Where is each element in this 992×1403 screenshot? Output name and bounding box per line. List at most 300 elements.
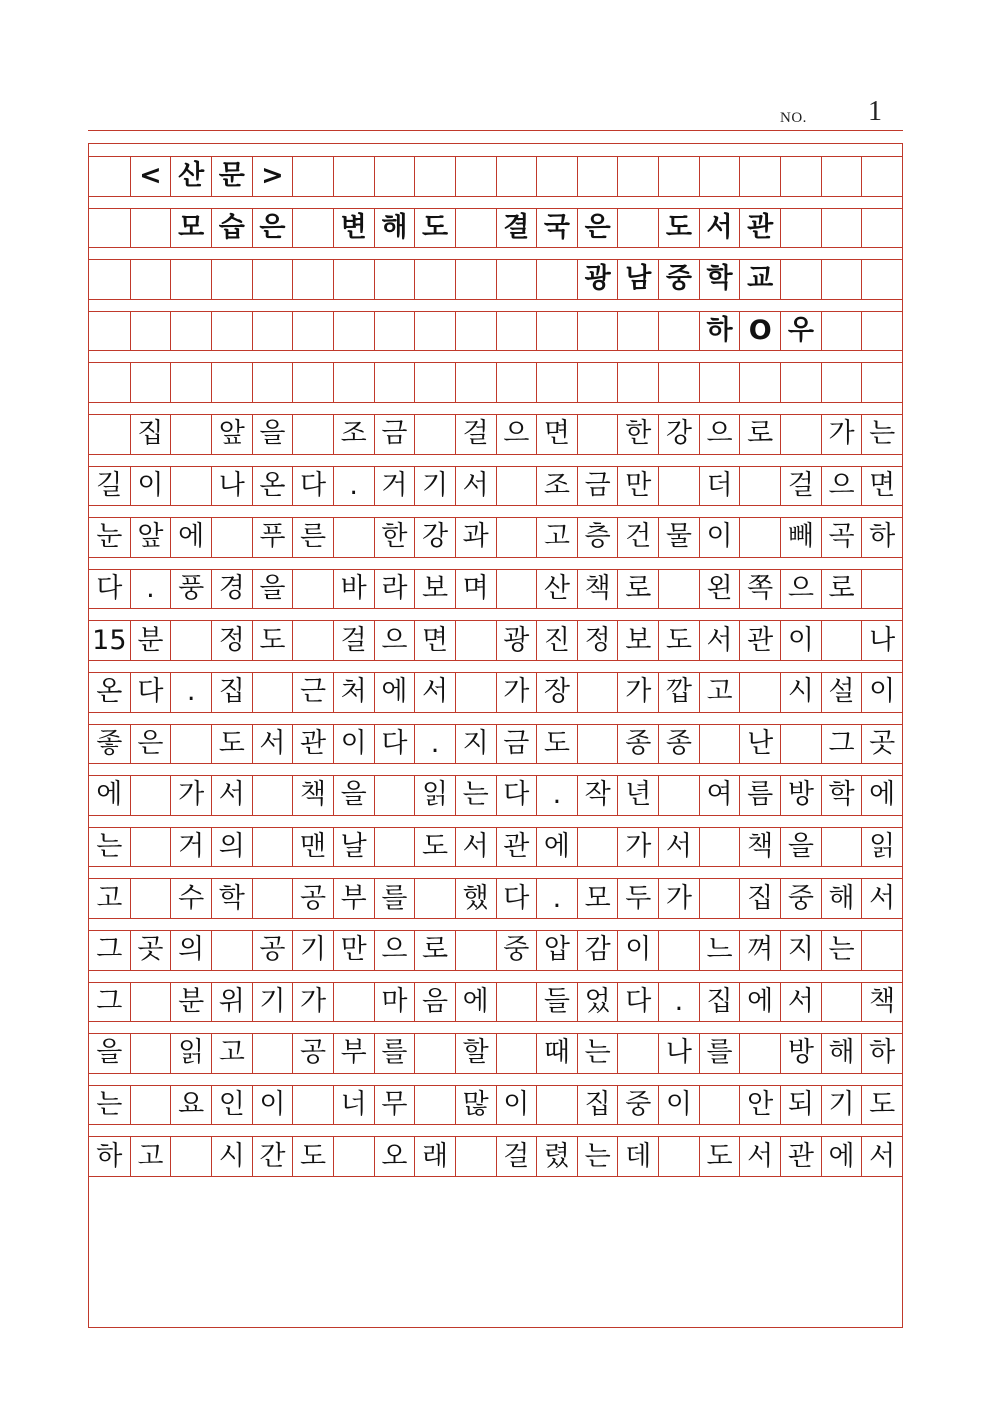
grid-cell: 나 — [211, 466, 252, 506]
grid-cell: 집 — [739, 878, 780, 918]
grid-cell: 기 — [821, 1085, 862, 1125]
grid-cell: 고 — [211, 1033, 252, 1073]
grid-cell — [211, 259, 252, 299]
grid-cell — [536, 362, 577, 402]
grid-cell: 작 — [577, 775, 618, 815]
grid-cell: 다 — [496, 878, 537, 918]
grid-cell: 조 — [333, 414, 374, 454]
grid-cell: 음 — [414, 982, 455, 1022]
grid-cell: 학 — [821, 775, 862, 815]
grid-cell: 다 — [496, 775, 537, 815]
grid-cell: 서 — [414, 672, 455, 712]
grid-cell — [333, 311, 374, 351]
grid-cell: 에 — [170, 517, 211, 557]
grid-cell: . — [658, 982, 699, 1022]
grid-cell: 모 — [577, 878, 618, 918]
grid-cell — [455, 311, 496, 351]
grid-cell: 고 — [130, 1136, 171, 1176]
grid-cell: 정 — [211, 620, 252, 660]
grid-cell: 서 — [658, 827, 699, 867]
grid-cell: . — [536, 775, 577, 815]
grid-cell: 서 — [252, 724, 293, 764]
grid-cell: 며 — [455, 569, 496, 609]
grid-cell — [577, 827, 618, 867]
grid-cell: 관 — [496, 827, 537, 867]
grid-cell: 시 — [780, 672, 821, 712]
grid-cell: 그 — [96, 985, 123, 1017]
row-band-line — [89, 557, 902, 558]
grid-cell — [414, 414, 455, 454]
grid-cell: 에 — [821, 1136, 862, 1176]
grid-cell: 곳 — [130, 930, 171, 970]
grid-cell: 푸 — [252, 517, 293, 557]
grid-cell: 고 — [536, 517, 577, 557]
grid-cell: 우 — [780, 311, 821, 351]
grid-cell: 하 — [861, 517, 902, 557]
grid-cell: 가 — [658, 878, 699, 918]
page-number — [760, 96, 900, 130]
grid-cell — [699, 878, 740, 918]
grid-cell — [333, 1136, 374, 1176]
grid-cell: 이 — [252, 1085, 293, 1125]
grid-cell: 가 — [617, 827, 658, 867]
grid-cell: 는 — [577, 1136, 618, 1176]
grid-cell: 난 — [739, 724, 780, 764]
grid-cell: 할 — [455, 1033, 496, 1073]
grid-cell: . — [170, 672, 211, 712]
grid-cell — [170, 620, 211, 660]
grid-cell: 이 — [333, 724, 374, 764]
grid-cell — [211, 311, 252, 351]
grid-cell: 금 — [496, 724, 537, 764]
grid-cell — [699, 1085, 740, 1125]
grid-cell: 도 — [536, 724, 577, 764]
grid-cell: 걸 — [496, 1136, 537, 1176]
row-band-line — [89, 454, 902, 455]
grid-cell: > — [252, 156, 293, 196]
grid-cell — [130, 259, 171, 299]
grid-cell — [170, 724, 211, 764]
grid-cell — [374, 775, 415, 815]
grid-cell: 도 — [211, 724, 252, 764]
grid-cell: 을 — [252, 414, 293, 454]
grid-cell — [699, 724, 740, 764]
grid-cell: 의 — [170, 930, 211, 970]
grid-cell: 만 — [333, 930, 374, 970]
grid-cell: 렸 — [536, 1136, 577, 1176]
grid-cell: 으 — [780, 569, 821, 609]
grid-cell — [455, 1136, 496, 1176]
grid-cell — [496, 156, 537, 196]
grid-cell: 로 — [414, 930, 455, 970]
grid-cell: 책 — [292, 775, 333, 815]
grid-cell: 는 — [821, 930, 862, 970]
grid-cell: 들 — [536, 982, 577, 1022]
grid-cell — [617, 156, 658, 196]
grid-cell: 가 — [821, 414, 862, 454]
grid-cell — [130, 311, 171, 351]
grid-cell: 종 — [658, 724, 699, 764]
grid-cell — [374, 259, 415, 299]
grid-cell — [89, 414, 130, 454]
grid-cell: 나 — [658, 1033, 699, 1073]
grid-cell — [374, 362, 415, 402]
grid-cell: 을 — [333, 775, 374, 815]
row-band-line — [89, 712, 902, 713]
row-band-line — [89, 763, 902, 764]
row-band-line — [89, 866, 902, 867]
grid-cell: 로 — [617, 569, 658, 609]
grid-cell — [414, 1085, 455, 1125]
grid-cell: 서 — [455, 466, 496, 506]
grid-cell: 분 — [170, 982, 211, 1022]
grid-cell: 도 — [414, 827, 455, 867]
grid-cell — [333, 156, 374, 196]
grid-cell — [658, 311, 699, 351]
grid-cell: 장 — [536, 672, 577, 712]
grid-cell — [170, 362, 211, 402]
grid-cell: 시 — [211, 1136, 252, 1176]
grid-cell — [252, 1033, 293, 1073]
grid-cell: 여 — [699, 775, 740, 815]
grid-cell: 습 — [211, 208, 252, 248]
grid-cell — [780, 724, 821, 764]
grid-cell: 른 — [292, 517, 333, 557]
grid-cell: 하 — [861, 1033, 902, 1073]
grid-cell: . — [333, 466, 374, 506]
grid-cell: 다 — [96, 573, 123, 605]
grid-cell: 고 — [96, 882, 123, 914]
grid-cell: 관 — [739, 620, 780, 660]
row-band-line — [89, 196, 902, 197]
row-band-line — [89, 1021, 902, 1022]
grid-cell — [170, 259, 211, 299]
grid-cell: 에 — [739, 982, 780, 1022]
grid-cell: 과 — [455, 517, 496, 557]
grid-cell: 이 — [861, 672, 902, 712]
grid-cell — [658, 466, 699, 506]
grid-cell — [658, 156, 699, 196]
grid-cell: 감 — [577, 930, 618, 970]
grid-cell: 책 — [861, 982, 902, 1022]
grid-cell: 지 — [455, 724, 496, 764]
grid-cell — [414, 362, 455, 402]
grid-cell: < — [130, 156, 171, 196]
grid-cell: 종 — [617, 724, 658, 764]
grid-cell: 중 — [496, 930, 537, 970]
grid-cell: 서 — [739, 1136, 780, 1176]
grid-cell: 모 — [170, 208, 211, 248]
grid-cell: 근 — [292, 672, 333, 712]
grid-cell: 책 — [739, 827, 780, 867]
grid-cell: 마 — [374, 982, 415, 1022]
manuscript-grid-frame — [88, 143, 903, 1328]
grid-cell: 에 — [536, 827, 577, 867]
grid-cell: 남 — [617, 259, 658, 299]
grid-cell — [292, 156, 333, 196]
grid-cell: 광 — [496, 620, 537, 660]
grid-cell: 설 — [821, 672, 862, 712]
grid-cell: 관 — [739, 208, 780, 248]
grid-cell — [292, 362, 333, 402]
grid-cell: 책 — [577, 569, 618, 609]
grid-cell: 으 — [374, 620, 415, 660]
grid-cell: 많 — [455, 1085, 496, 1125]
grid-cell: 되 — [780, 1085, 821, 1125]
grid-cell: 는 — [577, 1033, 618, 1073]
grid-cell: 기 — [252, 982, 293, 1022]
grid-cell — [130, 982, 171, 1022]
grid-cell: 로 — [739, 414, 780, 454]
grid-cell — [130, 362, 171, 402]
grid-cell: 곳 — [861, 724, 902, 764]
grid-cell — [496, 517, 537, 557]
grid-cell: 집 — [211, 672, 252, 712]
grid-cell: 도 — [658, 620, 699, 660]
grid-cell: 도 — [414, 208, 455, 248]
grid-cell: 의 — [211, 827, 252, 867]
grid-cell — [821, 827, 862, 867]
grid-cell: 데 — [617, 1136, 658, 1176]
grid-cell: 로 — [821, 569, 862, 609]
grid-cell — [699, 362, 740, 402]
grid-cell: 읽 — [414, 775, 455, 815]
grid-cell — [780, 259, 821, 299]
grid-cell — [577, 724, 618, 764]
grid-cell: 압 — [536, 930, 577, 970]
grid-cell: 곡 — [821, 517, 862, 557]
grid-cell: 가 — [617, 672, 658, 712]
row-band-line — [89, 608, 902, 609]
grid-cell: 도 — [699, 1136, 740, 1176]
row-band-line — [89, 402, 902, 403]
grid-cell: 해 — [821, 878, 862, 918]
row-band-line — [89, 815, 902, 816]
grid-cell: 그 — [821, 724, 862, 764]
grid-cell — [211, 517, 252, 557]
grid-cell — [496, 311, 537, 351]
grid-cell — [536, 259, 577, 299]
grid-cell — [292, 414, 333, 454]
grid-cell: 광 — [577, 259, 618, 299]
grid-cell — [861, 930, 902, 970]
grid-cell: 면 — [536, 414, 577, 454]
grid-cell: 걸 — [455, 414, 496, 454]
grid-cell — [496, 982, 537, 1022]
grid-cell: 이 — [699, 517, 740, 557]
page-number-value: 1 — [868, 96, 882, 127]
grid-cell: 만 — [617, 466, 658, 506]
grid-cell — [414, 1033, 455, 1073]
grid-cell — [780, 414, 821, 454]
grid-cell — [455, 362, 496, 402]
header-rule — [88, 130, 903, 131]
grid-cell — [170, 1136, 211, 1176]
grid-cell — [821, 259, 862, 299]
grid-cell: 수 — [170, 878, 211, 918]
grid-cell — [821, 311, 862, 351]
grid-cell — [211, 930, 252, 970]
grid-cell: 왼 — [699, 569, 740, 609]
grid-cell — [861, 259, 902, 299]
grid-cell — [821, 156, 862, 196]
grid-cell — [617, 362, 658, 402]
grid-cell: 이 — [617, 930, 658, 970]
grid-cell: 온 — [252, 466, 293, 506]
grid-cell: 면 — [861, 466, 902, 506]
grid-cell — [89, 259, 130, 299]
grid-cell: 지 — [780, 930, 821, 970]
grid-cell: 가 — [292, 982, 333, 1022]
grid-cell: 은 — [252, 208, 293, 248]
grid-cell: 은 — [577, 208, 618, 248]
grid-cell — [292, 620, 333, 660]
grid-cell: 이 — [780, 620, 821, 660]
grid-cell: 길 — [96, 469, 123, 501]
grid-cell: 방 — [780, 775, 821, 815]
grid-cell: 해 — [821, 1033, 862, 1073]
grid-cell — [455, 930, 496, 970]
grid-cell: 한 — [617, 414, 658, 454]
grid-cell — [414, 259, 455, 299]
row-band-line — [89, 1124, 902, 1125]
grid-cell — [821, 982, 862, 1022]
grid-cell: 으 — [821, 466, 862, 506]
grid-cell: 걸 — [333, 620, 374, 660]
grid-cell: 빼 — [780, 517, 821, 557]
grid-cell: 는 — [96, 1089, 123, 1121]
grid-cell: 맨 — [292, 827, 333, 867]
grid-cell: 때 — [536, 1033, 577, 1073]
grid-cell: 간 — [252, 1136, 293, 1176]
grid-cell: 은 — [130, 724, 171, 764]
grid-cell: 거 — [374, 466, 415, 506]
grid-cell — [496, 259, 537, 299]
grid-cell — [821, 620, 862, 660]
grid-cell: 읽 — [170, 1033, 211, 1073]
grid-cell: 을 — [96, 1037, 123, 1069]
grid-cell — [252, 878, 293, 918]
grid-cell: 를 — [374, 1033, 415, 1073]
grid-cell — [333, 259, 374, 299]
grid-cell: 보 — [414, 569, 455, 609]
grid-cell — [130, 827, 171, 867]
grid-cell: 집 — [577, 1085, 618, 1125]
grid-cell: 서 — [861, 878, 902, 918]
grid-cell — [536, 156, 577, 196]
grid-cell: 공 — [252, 930, 293, 970]
grid-cell: 름 — [739, 775, 780, 815]
grid-cell — [496, 466, 537, 506]
grid-cell — [658, 930, 699, 970]
grid-cell: 국 — [536, 208, 577, 248]
grid-cell: 에 — [861, 775, 902, 815]
grid-cell: 을 — [252, 569, 293, 609]
grid-cell — [861, 208, 902, 248]
grid-cell: 서 — [211, 775, 252, 815]
grid-cell: 학 — [699, 259, 740, 299]
grid-cell — [577, 414, 618, 454]
grid-cell — [658, 775, 699, 815]
grid-cell: 도 — [658, 208, 699, 248]
grid-cell: 두 — [617, 878, 658, 918]
grid-cell: 서 — [699, 208, 740, 248]
grid-cell: 공 — [292, 1033, 333, 1073]
grid-cell — [374, 311, 415, 351]
grid-cell: 느 — [699, 930, 740, 970]
grid-cell: 읽 — [861, 827, 902, 867]
grid-cell: . — [130, 569, 171, 609]
grid-cell: 강 — [658, 414, 699, 454]
grid-cell: 더 — [699, 466, 740, 506]
grid-cell: 위 — [211, 982, 252, 1022]
grid-cell: 가 — [170, 775, 211, 815]
grid-cell: 기 — [414, 466, 455, 506]
grid-cell — [252, 775, 293, 815]
grid-cell — [333, 982, 374, 1022]
grid-cell: 강 — [414, 517, 455, 557]
grid-cell — [617, 1033, 658, 1073]
grid-cell: 층 — [577, 517, 618, 557]
grid-cell: 에 — [374, 672, 415, 712]
grid-cell — [455, 259, 496, 299]
grid-cell — [699, 827, 740, 867]
grid-cell — [292, 208, 333, 248]
grid-cell: 다 — [617, 982, 658, 1022]
grid-cell: 무 — [374, 1085, 415, 1125]
grid-cell — [292, 569, 333, 609]
grid-cell — [211, 362, 252, 402]
grid-cell — [780, 208, 821, 248]
grid-cell: 너 — [333, 1085, 374, 1125]
grid-cell: 걸 — [780, 466, 821, 506]
grid-cell: 는 — [861, 414, 902, 454]
grid-cell — [617, 208, 658, 248]
grid-cell: . — [414, 724, 455, 764]
grid-cell: 라 — [374, 569, 415, 609]
grid-cell — [699, 156, 740, 196]
grid-cell: 에 — [96, 779, 123, 811]
grid-cell: 관 — [780, 1136, 821, 1176]
grid-cell: 교 — [739, 259, 780, 299]
grid-cell — [780, 362, 821, 402]
grid-cell — [496, 569, 537, 609]
grid-cell: 깝 — [658, 672, 699, 712]
grid-cell: 나 — [861, 620, 902, 660]
grid-cell: 으 — [374, 930, 415, 970]
grid-cell — [252, 827, 293, 867]
grid-cell: 서 — [780, 982, 821, 1022]
grid-cell: 서 — [455, 827, 496, 867]
grid-cell — [252, 362, 293, 402]
grid-cell: 방 — [780, 1033, 821, 1073]
grid-cell — [170, 311, 211, 351]
grid-cell — [739, 466, 780, 506]
grid-cell — [861, 362, 902, 402]
grid-cell — [577, 311, 618, 351]
grid-cell: 금 — [374, 414, 415, 454]
grid-cell: 공 — [292, 878, 333, 918]
grid-cell: 집 — [130, 414, 171, 454]
grid-cell: 조 — [536, 466, 577, 506]
grid-cell: 으 — [496, 414, 537, 454]
grid-cell: 거 — [170, 827, 211, 867]
grid-cell — [89, 311, 130, 351]
grid-cell — [536, 311, 577, 351]
grid-cell — [333, 362, 374, 402]
grid-cell: 다 — [130, 672, 171, 712]
grid-cell — [414, 311, 455, 351]
